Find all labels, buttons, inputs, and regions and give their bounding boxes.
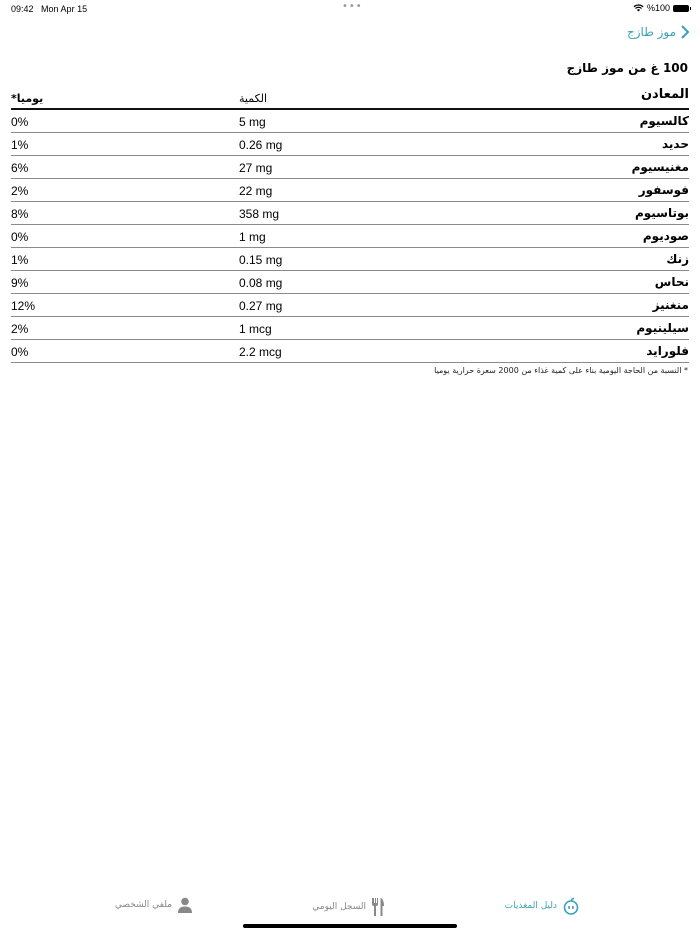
status-indicators bbox=[633, 3, 689, 13]
mineral-name: مغنيسيوم bbox=[631, 160, 689, 174]
tab-daily-log[interactable] bbox=[312, 897, 385, 917]
apple-icon bbox=[562, 897, 580, 915]
mineral-daily: 9% bbox=[11, 276, 29, 290]
mineral-daily: 1% bbox=[11, 138, 29, 152]
serving-title: 100 غ من موز طازج bbox=[566, 61, 688, 75]
status-time: 09:42 bbox=[11, 4, 34, 14]
mineral-name: منغنيز bbox=[652, 298, 689, 312]
table-header bbox=[11, 86, 689, 110]
mineral-amount: 0.27 mg bbox=[239, 299, 283, 313]
mineral-daily: 0% bbox=[11, 345, 29, 359]
chevron-right-icon bbox=[680, 24, 690, 40]
multitasking-dots-icon[interactable]: ••• bbox=[342, 1, 363, 12]
mineral-daily: 6% bbox=[11, 161, 29, 175]
mineral-amount: 22 mg bbox=[239, 184, 273, 198]
tab-label: دليل المغذيات bbox=[504, 901, 557, 911]
mineral-name: نحاس bbox=[654, 275, 689, 289]
mineral-name: زنك bbox=[666, 252, 689, 266]
mineral-name: صوديوم bbox=[642, 229, 689, 243]
table-row bbox=[11, 248, 689, 271]
mineral-daily: 2% bbox=[11, 184, 29, 198]
header-minerals: المعادن bbox=[640, 87, 689, 102]
mineral-amount: 1 mcg bbox=[239, 322, 272, 336]
footnote: * النسبة من الحاجة اليومية بناء على كمية غذاء من 2000 سعرة حرارية يوميا bbox=[434, 366, 688, 375]
tab-nutrient-guide[interactable] bbox=[505, 897, 580, 915]
tab-profile[interactable] bbox=[115, 897, 193, 913]
minerals-table bbox=[11, 86, 689, 363]
battery-icon bbox=[673, 5, 689, 12]
mineral-daily: 2% bbox=[11, 322, 29, 336]
table-row bbox=[11, 225, 689, 248]
mineral-daily: 0% bbox=[11, 115, 29, 129]
status-time-date bbox=[11, 4, 87, 14]
tab-label: السجل اليومي bbox=[312, 902, 366, 912]
back-label: موز طازج bbox=[627, 25, 676, 39]
tab-label: ملفي الشخصي bbox=[114, 900, 172, 910]
mineral-name: سيلينيوم bbox=[636, 321, 689, 335]
table-row bbox=[11, 110, 689, 133]
header-amount: الكمية bbox=[239, 92, 268, 105]
home-indicator[interactable] bbox=[243, 924, 457, 928]
table-row bbox=[11, 340, 689, 363]
table-row bbox=[11, 294, 689, 317]
table-row bbox=[11, 202, 689, 225]
fork-knife-icon bbox=[371, 897, 385, 917]
mineral-daily: 12% bbox=[11, 299, 36, 313]
mineral-name: فلورايد bbox=[646, 344, 689, 358]
mineral-name: بوتاسيوم bbox=[634, 206, 689, 220]
table-row bbox=[11, 133, 689, 156]
battery-percent: %100 bbox=[646, 3, 670, 13]
mineral-amount: 5 mg bbox=[239, 115, 266, 129]
mineral-name: فوسفور bbox=[638, 183, 689, 197]
mineral-amount: 0.15 mg bbox=[239, 253, 283, 267]
mineral-daily: 1% bbox=[11, 253, 29, 267]
tab-bar bbox=[0, 893, 700, 923]
back-button[interactable] bbox=[627, 24, 690, 40]
mineral-name: حديد bbox=[661, 137, 689, 151]
mineral-amount: 1 mg bbox=[239, 230, 266, 244]
mineral-name: كالسيوم bbox=[639, 114, 689, 128]
table-row bbox=[11, 317, 689, 340]
status-date: Mon Apr 15 bbox=[41, 4, 88, 14]
status-bar bbox=[0, 0, 700, 18]
mineral-amount: 27 mg bbox=[239, 161, 273, 175]
mineral-amount: 0.26 mg bbox=[239, 138, 283, 152]
person-icon bbox=[177, 897, 193, 913]
table-row bbox=[11, 271, 689, 294]
wifi-icon bbox=[633, 4, 644, 12]
mineral-amount: 0.08 mg bbox=[239, 276, 283, 290]
mineral-daily: 0% bbox=[11, 230, 29, 244]
header-daily: يوميا* bbox=[11, 92, 44, 105]
mineral-amount: 358 mg bbox=[239, 207, 280, 221]
mineral-daily: 8% bbox=[11, 207, 29, 221]
table-row bbox=[11, 179, 689, 202]
mineral-amount: 2.2 mcg bbox=[239, 345, 282, 359]
table-row bbox=[11, 156, 689, 179]
